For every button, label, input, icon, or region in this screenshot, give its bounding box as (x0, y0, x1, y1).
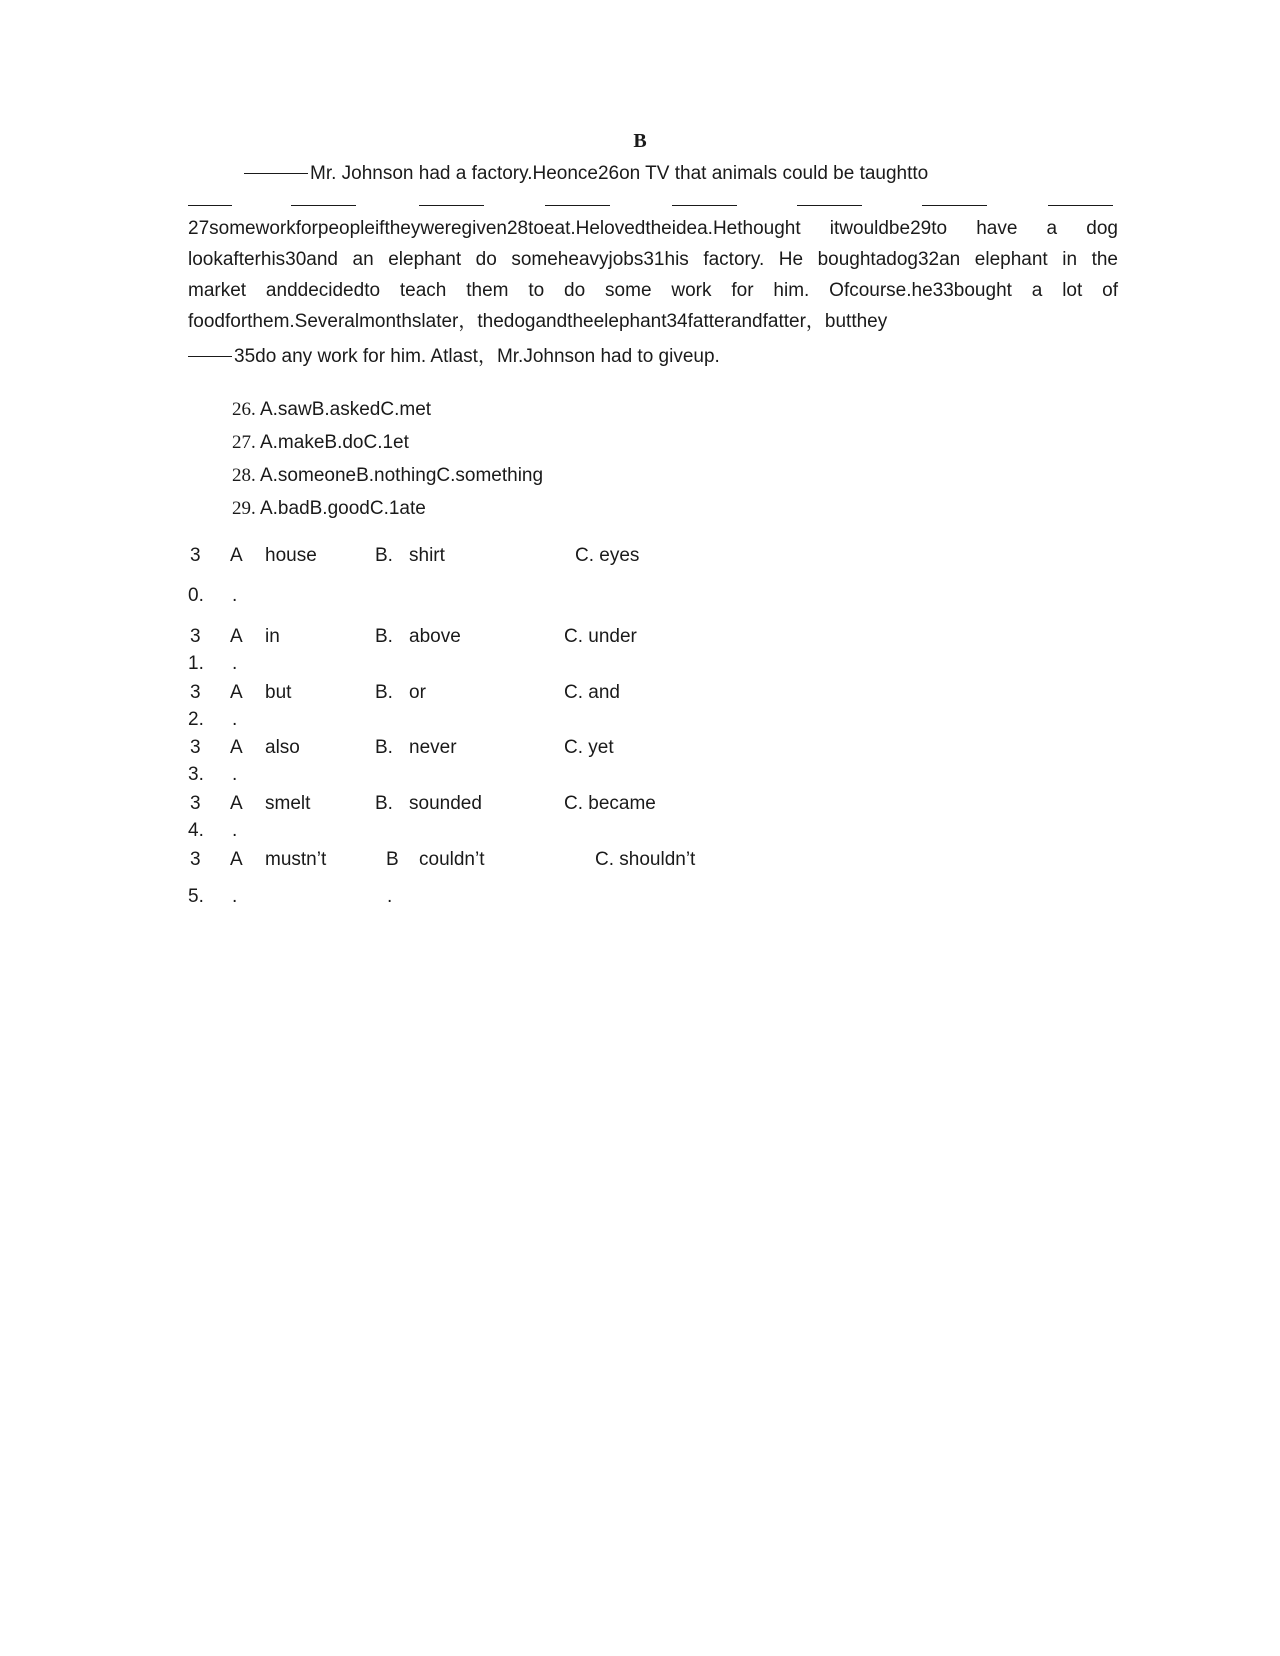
option-a-dot: . (232, 653, 238, 674)
option-a: house (265, 545, 317, 566)
passage-line-3: lookafterhis30and an elephant do someheavyjobs31his factory. He boughtadog32an elephant in the (188, 249, 1118, 270)
option-c: C. eyes (575, 545, 640, 566)
option-a: smelt (265, 793, 311, 814)
option-c: C. became (564, 793, 656, 814)
passage-line-6 (188, 345, 1118, 369)
passage-line-2: 27someworkforpeopleiftheyweregiven28toeat.Helovedtheidea.Hethought itwouldbe29to have a dog (188, 218, 1118, 239)
option-b-dot: . (387, 886, 393, 907)
option-b-letter: B. (375, 626, 393, 647)
question-number-tens: 3 (190, 626, 201, 647)
option-a: in (265, 626, 280, 647)
question-number: 29. (232, 498, 256, 519)
option-c: C. under (564, 626, 637, 647)
option-b: shirt (409, 545, 445, 566)
option-a: also (265, 737, 300, 758)
question-number-ones: 3. (188, 764, 204, 785)
question-options: A.someoneB.nothingC.something (259, 465, 544, 486)
option-b-letter: B (386, 849, 399, 870)
option-a-letter: A (230, 793, 243, 814)
option-b-letter: B. (375, 682, 393, 703)
question-number-tens: 3 (190, 793, 201, 814)
option-a-dot: . (232, 764, 238, 785)
option-a-letter: A (230, 626, 243, 647)
section-title: B (633, 130, 647, 152)
question-26 (232, 398, 431, 422)
option-a-letter: A (230, 545, 243, 566)
option-a-dot: . (232, 820, 238, 841)
option-b: above (409, 626, 461, 647)
option-b: or (409, 682, 426, 703)
question-options: A.sawB.askedC.met (259, 399, 432, 420)
option-a: mustn’t (265, 849, 327, 870)
question-number-tens: 3 (190, 737, 201, 758)
question-28 (232, 464, 543, 488)
question-number-ones: 2. (188, 709, 204, 730)
option-c: C. shouldn’t (595, 849, 696, 870)
question-number: 27. (232, 432, 256, 453)
question-number-tens: 3 (190, 545, 201, 566)
answer-blank (188, 356, 232, 357)
option-b-letter: B. (375, 737, 393, 758)
option-b-letter: B. (375, 545, 393, 566)
option-c: C. yet (564, 737, 614, 758)
question-29 (232, 497, 426, 521)
passage-line-5: foodforthem.Severalmonthslater，thedogandtheelephant34fatterandfatter，butthey (188, 311, 888, 332)
option-a-dot: . (232, 886, 238, 907)
option-a-letter: A (230, 682, 243, 703)
passage-line-1 (244, 162, 1174, 186)
passage-text: 35do any work for him. Atlast，Mr.Johnson had to giveup. (234, 346, 720, 367)
passage-text: Mr. Johnson had a factory.Heonce26on TV that animals could be taughtto (310, 163, 929, 184)
option-a: but (265, 682, 292, 703)
question-number-ones: 4. (188, 820, 204, 841)
option-a-letter: A (230, 849, 243, 870)
question-27 (232, 431, 409, 455)
option-b-letter: B. (375, 793, 393, 814)
answer-blank (244, 173, 308, 174)
option-b: never (409, 737, 457, 758)
option-c: C. and (564, 682, 620, 703)
passage-line-4: market anddecidedto teach them to do some work for him. Ofcourse.he33bought a lot of (188, 280, 1118, 301)
question-number: 26. (232, 399, 256, 420)
question-number: 28. (232, 465, 256, 486)
option-b: couldn’t (419, 849, 485, 870)
question-options: A.badB.goodC.1ate (259, 498, 426, 519)
question-number-ones: 1. (188, 653, 204, 674)
question-number-tens: 3 (190, 849, 201, 870)
question-number-tens: 3 (190, 682, 201, 703)
question-number-ones: 5. (188, 886, 204, 907)
option-a-letter: A (230, 737, 243, 758)
option-b: sounded (409, 793, 482, 814)
option-a-dot: . (232, 709, 238, 730)
option-a-dot: . (232, 585, 238, 606)
question-options: A.makeB.doC.1et (259, 432, 409, 453)
question-number-ones: 0. (188, 585, 204, 606)
